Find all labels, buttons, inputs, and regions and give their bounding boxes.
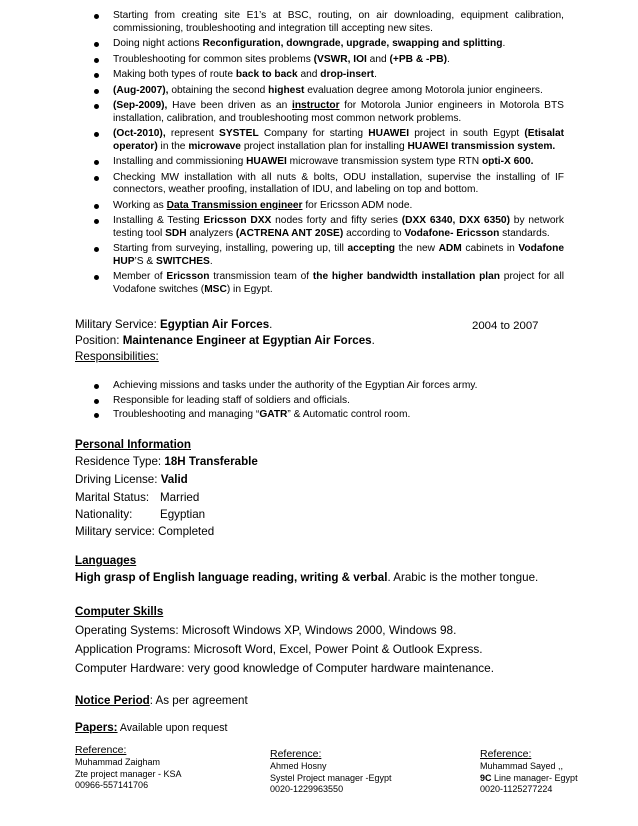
experience-bullet-text: Member of xyxy=(113,271,167,283)
responsibility-bullet-text: Responsible for leading staff of soldiers and officials. xyxy=(113,394,350,406)
military-service-line xyxy=(75,316,272,334)
experience-bullet-text: Ericsson xyxy=(166,271,210,283)
military-position-value: Maintenance Engineer at Egyptian Air Forces xyxy=(122,334,372,347)
experience-bullet-item xyxy=(94,85,564,98)
experience-bullet-item xyxy=(94,156,564,169)
bullet-dot-icon xyxy=(94,399,99,404)
languages-heading: Languages xyxy=(75,554,137,567)
experience-bullet-text: ) in Egypt. xyxy=(226,283,273,295)
experience-bullet-text: Starting from surveying, installing, powering up, till xyxy=(113,243,348,255)
bullet-dot-icon xyxy=(94,132,99,137)
experience-bullet-text: HUAWEI transmission system. xyxy=(407,140,556,152)
bullet-dot-icon xyxy=(94,219,99,224)
reference-1-role: Zte project manager - KSA xyxy=(75,768,182,779)
reference-2-title: Reference: xyxy=(270,748,322,760)
reference-2-phone: 0020-1229963550 xyxy=(270,784,344,795)
bullet-dot-icon xyxy=(94,413,99,418)
license-value: Valid xyxy=(160,473,188,486)
responsibility-bullet-text: Troubleshooting and managing “ xyxy=(113,409,260,421)
papers-value: Available upon request xyxy=(117,722,228,734)
bullet-dot-icon xyxy=(94,247,99,252)
marital-line xyxy=(75,489,200,507)
experience-bullet-text: back to back xyxy=(235,69,298,81)
nationality-line xyxy=(75,506,206,524)
bullet-dot-icon xyxy=(94,14,99,19)
experience-bullet-text: Checking MW installation with all nuts & bolts, ODU installation, supervise the installing of IF connectors, weather proofing, installation of IDU, and labeling on top and bottom. xyxy=(113,171,564,196)
reference-2-role: Systel Project manager -Egypt xyxy=(270,772,392,783)
experience-bullet-item xyxy=(94,243,564,268)
experience-bullet-text: for Ericsson ADM node. xyxy=(302,199,413,211)
military-service-label: Military Service: xyxy=(75,318,161,331)
experience-bullet-text: Working as xyxy=(113,199,167,211)
experience-bullet-text: evaluation degree among Motorola junior engineers. xyxy=(304,84,543,96)
notice-period-value: : As per agreement xyxy=(149,694,248,707)
experience-bullet-text: Reconfiguration, downgrade, upgrade, swapping and splitting xyxy=(202,38,503,50)
experience-bullet-text: and xyxy=(366,53,390,65)
reference-3-title: Reference: xyxy=(480,748,532,760)
experience-bullet-text: MSC xyxy=(204,283,227,295)
experience-bullet-text: microwave xyxy=(188,140,241,152)
experience-bullet-item xyxy=(94,100,564,125)
experience-bullet-text: HUAWEI xyxy=(246,156,287,168)
experience-bullet-text: nodes forty and fifty series xyxy=(271,215,402,227)
experience-bullet-text: microwave transmission system type RTN xyxy=(286,156,482,168)
experience-bullet-text: the higher bandwidth installation plan xyxy=(312,271,501,283)
experience-bullet-text: for Motorola Junior engineers in Motorola BTS installation, calibration, and troubleshooting most common network problems. xyxy=(113,100,564,124)
reference-3-role-bold: 9C xyxy=(480,772,492,783)
personal-info-heading: Personal Information xyxy=(75,438,191,451)
experience-bullet-text: Doing night actions xyxy=(113,38,203,50)
experience-bullet-text: Company for starting xyxy=(258,128,369,140)
experience-bullet-text: (+PB & -PB) xyxy=(389,53,447,65)
experience-bullet-text: (Aug-2007), xyxy=(113,84,169,96)
experience-bullet-text: represent xyxy=(165,128,220,140)
bullet-dot-icon xyxy=(94,89,99,94)
experience-bullet-text: . xyxy=(502,38,506,50)
application-programs-line: Application Programs: Microsoft Word, Excel, Power Point & Outlook Express. xyxy=(75,642,483,656)
experience-bullet-text: and xyxy=(297,69,321,81)
experience-bullet-text: according to xyxy=(343,227,405,239)
responsibility-bullet-item xyxy=(94,380,564,393)
residence-label: Residence Type: xyxy=(75,455,165,468)
responsibilities-heading: Responsibilities: xyxy=(75,350,159,363)
experience-bullet-item xyxy=(94,10,564,35)
reference-1-name: Muhammad Zaigham xyxy=(75,757,161,767)
responsibility-bullet-text: ” & Automatic control room. xyxy=(287,409,411,421)
military-position-label: Position: xyxy=(75,334,123,347)
experience-bullet-text: instructor xyxy=(291,100,340,112)
license-line xyxy=(75,471,188,489)
experience-bullet-text: obtaining the second xyxy=(168,84,269,96)
experience-bullet-text: project for all Vodafone switches ( xyxy=(113,271,564,295)
bullet-dot-icon xyxy=(94,42,99,47)
experience-bullet-text: ’S & xyxy=(134,255,157,267)
languages-rest-text: . Arabic is the mother tongue. xyxy=(387,571,539,584)
marital-value: Married xyxy=(160,491,200,504)
residence-line xyxy=(75,453,258,471)
experience-bullet-text: . xyxy=(446,53,450,65)
reference-3-role xyxy=(480,773,578,785)
languages-bold-text: High grasp of English language reading, writing & verbal xyxy=(75,571,388,584)
experience-bullet-text: (ACTRENA ANT 20SE) xyxy=(235,227,344,239)
experience-bullet-item xyxy=(94,128,564,153)
experience-bullet-item xyxy=(94,54,564,67)
experience-bullet-text: Installing & Testing xyxy=(113,215,204,227)
experience-bullet-text: (VSWR, IOI xyxy=(313,53,367,65)
bullet-dot-icon xyxy=(94,176,99,181)
reference-3-name: Muhammad Sayed ,, xyxy=(480,761,564,771)
nationality-value: Egyptian xyxy=(160,508,206,521)
experience-bullet-text: SWITCHES xyxy=(156,255,210,267)
military-status-line: Military service: Completed xyxy=(75,525,215,538)
experience-bullet-item xyxy=(94,200,564,213)
bullet-dot-icon xyxy=(94,104,99,109)
reference-2-name: Ahmed Hosny xyxy=(270,761,327,771)
experience-bullet-text: Vodafone HUP xyxy=(113,243,565,267)
reference-3-role-text: Line manager- Egypt xyxy=(491,772,578,783)
computer-skills-heading: Computer Skills xyxy=(75,605,164,618)
bullet-dot-icon xyxy=(94,73,99,78)
responsibility-bullet-item xyxy=(94,409,564,422)
experience-bullet-text: SDH xyxy=(165,227,187,239)
experience-bullet-text: (Etisalat operator) xyxy=(113,128,565,152)
residence-value: 18H Transferable xyxy=(164,455,258,468)
notice-period-line xyxy=(75,692,248,710)
experience-bullet-text: SYSTEL xyxy=(219,128,259,140)
nationality-label: Nationality: xyxy=(75,508,133,521)
experience-bullet-text: Data Transmission engineer xyxy=(166,199,303,211)
experience-bullet-text: Have been driven as an xyxy=(167,100,292,112)
experience-bullet-text: (Sep-2009), xyxy=(113,100,168,112)
reference-3-phone: 0020-1125277224 xyxy=(480,784,553,795)
experience-bullet-text: Troubleshooting for common sites problems xyxy=(113,53,314,65)
experience-bullet-text: transmission team of xyxy=(209,271,313,283)
experience-bullet-text: Vodafone- Ericsson xyxy=(404,227,500,239)
reference-1-phone: 00966-557141706 xyxy=(75,780,149,791)
bullet-dot-icon xyxy=(94,384,99,389)
responsibility-bullet-item xyxy=(94,395,564,408)
military-position-end: . xyxy=(371,334,375,347)
experience-bullet-item xyxy=(94,69,564,82)
operating-systems-line: Operating Systems: Microsoft Windows XP, Windows 2000, Windows 98. xyxy=(75,623,457,637)
experience-bullet-text: Starting from creating site E1’s at BSC, routing, on air downloading, equipment calibration, commissioning, troubleshooting and integration till accepting new sites. xyxy=(113,10,564,34)
bullet-dot-icon xyxy=(94,204,99,209)
military-period: 2004 to 2007 xyxy=(472,320,539,332)
reference-1-title: Reference: xyxy=(75,744,127,756)
experience-bullet-text: Making both types of route xyxy=(113,69,236,81)
experience-bullet-text: Ericsson DXX xyxy=(203,215,272,227)
military-service-end: . xyxy=(269,318,273,331)
computer-hardware-line: Computer Hardware: very good knowledge of Computer hardware maintenance. xyxy=(75,661,495,675)
reference-1 xyxy=(75,744,182,792)
license-label: Driving License: xyxy=(75,473,161,486)
experience-bullet-item xyxy=(94,172,564,197)
experience-bullet-text: project in south Egypt xyxy=(409,128,525,140)
experience-bullet-text: HUAWEI xyxy=(368,128,410,140)
experience-bullet-text: project installation plan for installing xyxy=(240,140,408,152)
experience-bullet-text: (Oct-2010), xyxy=(113,128,166,140)
military-position-line xyxy=(75,332,375,350)
experience-bullet-text: . xyxy=(374,69,377,81)
marital-label: Marital Status: xyxy=(75,491,150,504)
bullet-dot-icon xyxy=(94,275,99,280)
experience-bullet-text: in the xyxy=(157,140,189,152)
experience-bullet-text: accepting xyxy=(347,243,396,255)
experience-bullet-text: drop-insert xyxy=(320,69,375,81)
experience-bullet-text: highest xyxy=(268,84,305,96)
reference-3 xyxy=(480,748,578,796)
experience-bullet-item xyxy=(94,215,564,240)
bullet-dot-icon xyxy=(94,160,99,165)
papers-line xyxy=(75,719,227,738)
experience-bullet-list xyxy=(94,10,564,299)
notice-period-heading: Notice Period xyxy=(75,694,150,707)
experience-bullet-text: ADM xyxy=(438,243,462,255)
languages-line xyxy=(75,569,538,587)
responsibility-bullet-text: Achieving missions and tasks under the authority of the Egyptian Air forces army. xyxy=(113,380,478,391)
experience-bullet-item xyxy=(94,271,564,296)
experience-bullet-text: . xyxy=(209,255,213,267)
experience-bullet-text: Installing and commissioning xyxy=(113,156,247,168)
responsibility-bullet-text: GATR xyxy=(259,409,288,421)
papers-heading: Papers: xyxy=(75,721,118,734)
experience-bullet-text: by network testing tool xyxy=(113,215,565,239)
experience-bullet-text: the new xyxy=(395,243,439,255)
bullet-dot-icon xyxy=(94,58,99,63)
experience-bullet-item xyxy=(94,38,564,51)
experience-bullet-text: opti-X 600. xyxy=(481,156,534,168)
experience-bullet-text: (DXX 6340, DXX 6350) xyxy=(401,215,510,227)
military-service-value: Egyptian Air Forces xyxy=(160,318,270,331)
reference-2 xyxy=(270,748,392,796)
experience-bullet-text: cabinets in xyxy=(461,243,519,255)
responsibilities-list xyxy=(94,380,564,424)
experience-bullet-text: analyzers xyxy=(186,227,236,239)
experience-bullet-text: standards. xyxy=(499,227,550,239)
